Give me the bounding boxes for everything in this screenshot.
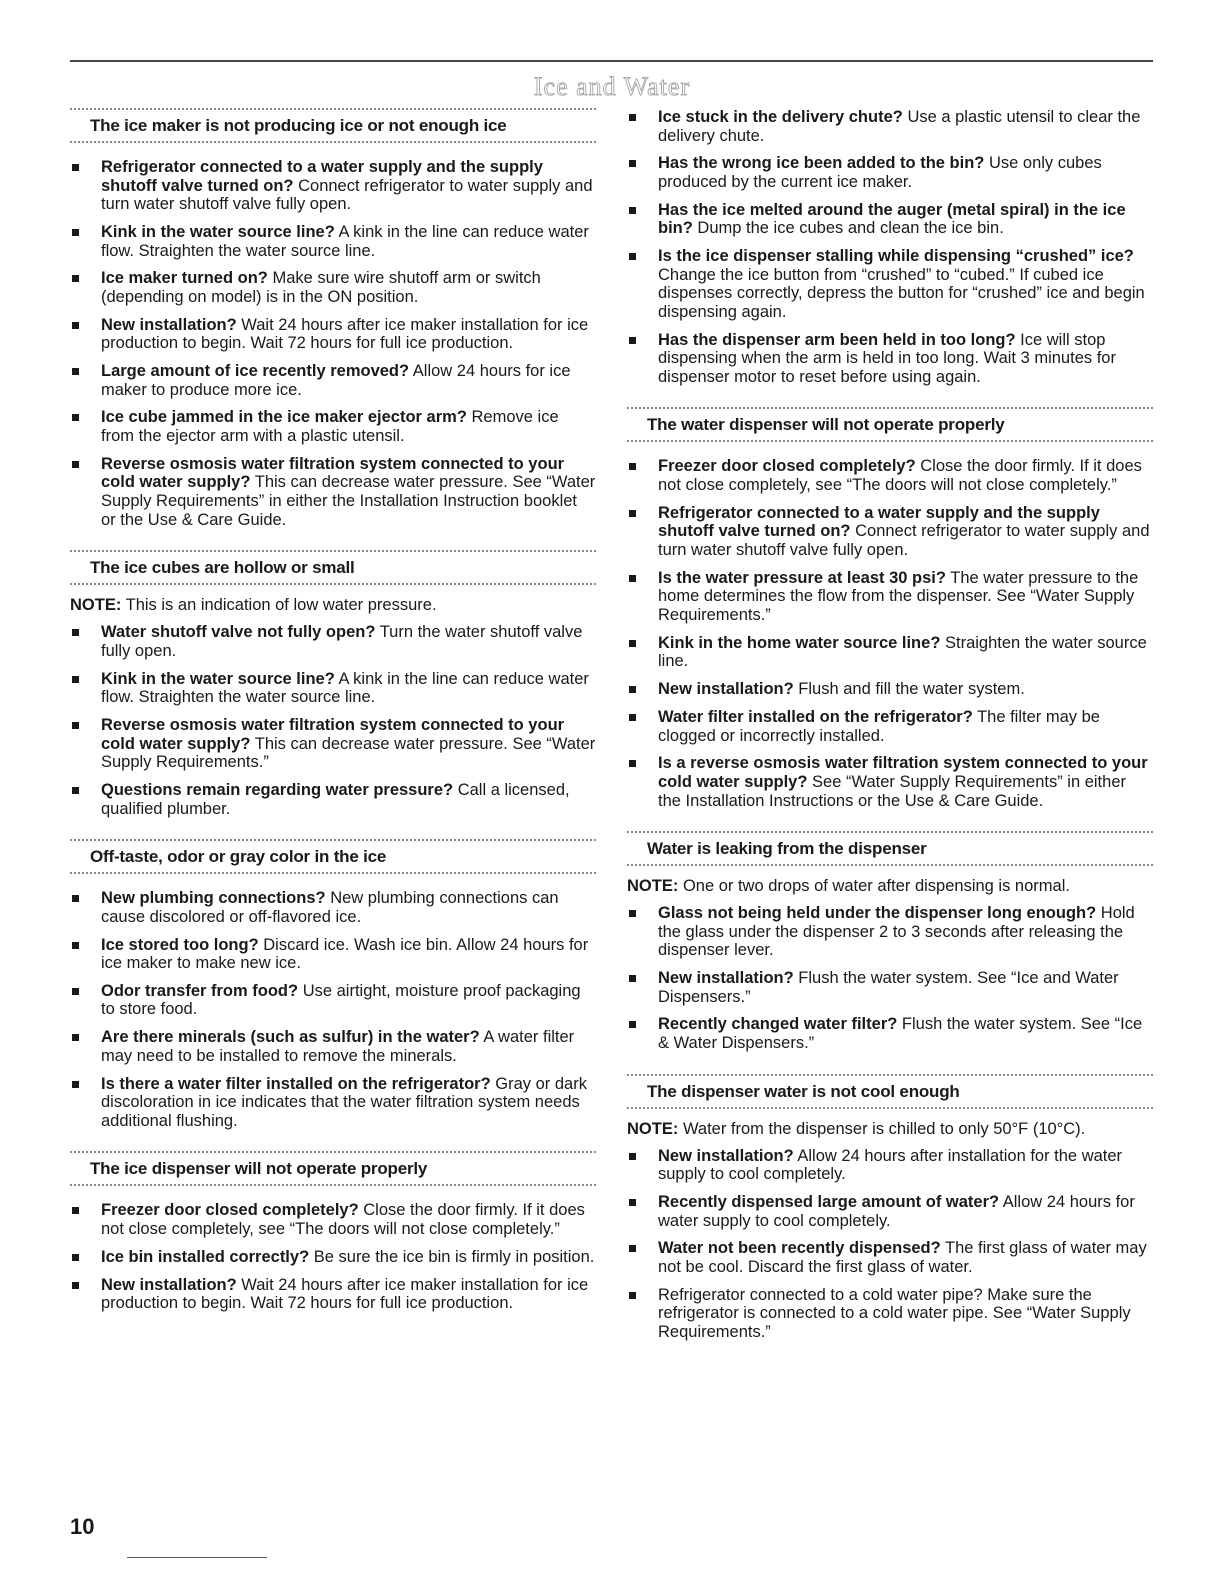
list-item: [70, 362, 596, 399]
bullet-icon: [72, 722, 79, 729]
item-answer: Hold the glass under the dispenser 2 to 3 seconds after releasing the dispenser lever.: [658, 904, 1135, 960]
list-item: [627, 904, 1153, 960]
item-question: Recently dispensed large amount of water?: [658, 1193, 1000, 1211]
item-answer: Allow 24 hours after installation for the water supply to cool completely.: [658, 1146, 1123, 1184]
item-question: Large amount of ice recently removed?: [101, 362, 410, 381]
item-question: Kink in the water source line?: [101, 222, 335, 241]
item-question: Reverse osmosis water filtration system connected to your cold water supply?: [101, 454, 565, 492]
list-item: [70, 269, 596, 306]
bullet-icon: [629, 575, 636, 582]
item-question: Ice stuck in the delivery chute?: [658, 108, 903, 126]
bullet-icon: [629, 1153, 636, 1160]
item-answer: Close the door firmly. If it does not close completely, see “The doors will not close completely.”: [101, 1201, 585, 1238]
list-item: [70, 1248, 596, 1267]
bullet-icon: [629, 207, 636, 214]
troubleshooting-list: [627, 108, 1153, 386]
item-answer: Make sure wire shutoff arm or switch (depending on model) is in the ON position.: [101, 269, 541, 306]
item-answer: Flush the water system. See “Ice and Water Dispensers.”: [658, 969, 1119, 1006]
list-item: [70, 455, 596, 529]
bullet-icon: [72, 988, 79, 995]
bullet-icon: [629, 975, 636, 982]
bullet-icon: [629, 714, 636, 721]
item-question: Water not been recently dispensed?: [658, 1239, 941, 1258]
item-question: Is the water pressure at least 30 psi?: [658, 568, 946, 587]
bullet-icon: [629, 1021, 636, 1028]
list-item: [627, 154, 1153, 191]
troubleshooting-list: [70, 158, 596, 529]
list-item: [627, 1147, 1153, 1184]
bullet-icon: [72, 895, 79, 902]
section-heading: The ice dispenser will not operate properly: [70, 1151, 596, 1186]
troubleshooting-list: [70, 623, 596, 818]
item-answer: A kink in the line can reduce water flow. Straighten the water source line.: [101, 669, 589, 707]
bullet-icon: [629, 1292, 636, 1299]
item-answer: Dump the ice cubes and clean the ice bin.: [697, 219, 1004, 238]
section-heading: The water dispenser will not operate properly: [627, 407, 1153, 442]
list-item: [70, 623, 596, 660]
section-heading: The ice maker is not producing ice or not enough ice: [70, 108, 596, 143]
bullet-icon: [629, 640, 636, 647]
item-answer: This can decrease water pressure. See “Water Supply Requirements” in either the Installation Instruction booklet or the Use & Care Guide.: [101, 473, 596, 529]
list-item: [627, 247, 1153, 321]
list-item: [627, 457, 1153, 494]
troubleshooting-list: [70, 889, 596, 1130]
item-question: Reverse osmosis water filtration system connected to your cold water supply?: [101, 715, 565, 753]
bullet-icon: [72, 942, 79, 949]
note-label: NOTE:: [627, 877, 679, 896]
item-answer: Allow 24 hours for water supply to cool completely.: [658, 1193, 1135, 1230]
item-question: Kink in the home water source line?: [658, 633, 941, 652]
item-answer: Flush and fill the water system.: [798, 680, 1025, 699]
item-answer: Ice will stop dispensing when the arm is held in too long. Wait 3 minutes for dispenser motor to reset before using again.: [658, 330, 1116, 386]
troubleshooting-list: [627, 1147, 1153, 1342]
section-note: [70, 596, 596, 615]
item-question: Ice cube jammed in the ice maker ejector arm?: [101, 408, 467, 427]
bullet-icon: [629, 686, 636, 693]
list-item: [70, 408, 596, 445]
section-heading: The ice cubes are hollow or small: [70, 550, 596, 585]
bullet-icon: [629, 463, 636, 470]
list-item: [70, 936, 596, 973]
item-question: Is the ice dispenser stalling while dispensing “crushed” ice?: [658, 247, 1134, 266]
item-question: Ice maker turned on?: [101, 269, 268, 288]
item-question: Has the wrong ice been added to the bin?: [658, 154, 985, 173]
troubleshooting-section: [627, 407, 1153, 810]
item-answer: A water filter may need to be installed to remove the minerals.: [101, 1028, 575, 1065]
list-item: [70, 1028, 596, 1065]
item-answer: Use a plastic utensil to clear the delivery chute.: [658, 108, 1141, 145]
bullet-icon: [629, 114, 636, 121]
bullet-icon: [629, 1199, 636, 1206]
item-answer: Wait 24 hours after ice maker installation for ice production to begin. Wait 72 hours for full ice production.: [101, 315, 589, 353]
bullet-icon: [72, 414, 79, 421]
note-label: NOTE:: [70, 596, 122, 615]
bullet-icon: [72, 322, 79, 329]
bullet-icon: [629, 910, 636, 917]
list-item: [70, 889, 596, 926]
item-question: New installation?: [101, 315, 237, 334]
top-rule: [70, 60, 1153, 62]
bullet-icon: [72, 164, 79, 171]
bullet-icon: [72, 229, 79, 236]
troubleshooting-list: [627, 457, 1153, 810]
bullet-icon: [72, 461, 79, 468]
bullet-icon: [629, 510, 636, 517]
bullet-icon: [629, 160, 636, 167]
item-question: Has the dispenser arm been held in too long?: [658, 330, 1016, 349]
item-answer: Discard ice. Wash ice bin. Allow 24 hours for ice maker to make new ice.: [101, 935, 589, 973]
page-title: Ice and Water: [533, 72, 691, 101]
list-item: [627, 680, 1153, 699]
item-question: Ice bin installed correctly?: [101, 1247, 310, 1266]
page-number: 10: [70, 1514, 95, 1539]
item-answer: Remove ice from the ejector arm with a plastic utensil.: [101, 408, 559, 446]
note-text: This is an indication of low water pressure.: [125, 596, 437, 615]
note-text: Water from the dispenser is chilled to only 50°F (10°C).: [682, 1119, 1086, 1138]
item-question: Odor transfer from food?: [101, 981, 299, 1000]
bullet-icon: [629, 337, 636, 344]
list-item: [627, 969, 1153, 1006]
item-answer: See “Water Supply Requirements” in either the Installation Instructions or the Use & Care Guide.: [658, 772, 1126, 810]
list-item: [70, 316, 596, 353]
item-answer: Refrigerator connected to a cold water pipe? Make sure the refrigerator is connected to a cold water pipe. See “Water Supply Requirements.”: [658, 1285, 1131, 1341]
item-question: Has the ice melted around the auger (metal spiral) in the ice bin?: [658, 200, 1126, 238]
bullet-icon: [72, 1207, 79, 1214]
item-question: New plumbing connections?: [101, 889, 326, 908]
list-item: [627, 108, 1153, 145]
list-item: [70, 223, 596, 260]
list-item: [627, 1286, 1153, 1342]
item-question: Kink in the water source line?: [101, 669, 335, 688]
item-answer: Wait 24 hours after ice maker installation for ice production to begin. Wait 72 hours for full ice production.: [101, 1275, 589, 1313]
item-answer: Close the door firmly. If it does not close completely, see “The doors will not close completely.”: [658, 457, 1142, 495]
list-item: [627, 1015, 1153, 1052]
item-question: Is a reverse osmosis water filtration system connected to your cold water supply?: [658, 754, 1148, 791]
list-item: [627, 634, 1153, 671]
bullet-icon: [629, 1245, 636, 1252]
note-text: One or two drops of water after dispensing is normal.: [682, 877, 1070, 896]
bullet-icon: [72, 275, 79, 282]
list-item: [70, 1075, 596, 1131]
troubleshooting-section: [627, 1074, 1153, 1342]
item-answer: New plumbing connections can cause discolored or off-flavored ice.: [101, 889, 559, 926]
item-answer: Turn the water shutoff valve fully open.: [101, 623, 583, 660]
item-answer: Call a licensed, qualified plumber.: [101, 780, 570, 818]
section-heading: Off-taste, odor or gray color in the ice: [70, 839, 596, 874]
item-question: Freezer door closed completely?: [658, 457, 916, 476]
left-column: [70, 108, 596, 1334]
list-item: [627, 331, 1153, 387]
troubleshooting-section: [70, 550, 596, 818]
list-item: [627, 1193, 1153, 1230]
bullet-icon: [72, 368, 79, 375]
item-question: Glass not being held under the dispenser long enough?: [658, 904, 1097, 923]
list-item: [627, 754, 1153, 810]
item-answer: A kink in the line can reduce water flow. Straighten the water source line.: [101, 222, 589, 260]
item-answer: Use airtight, moisture proof packaging to store food.: [101, 981, 581, 1019]
troubleshooting-list: [70, 1201, 596, 1312]
item-answer: Change the ice button from “crushed” to “cubed.” If cubed ice dispenses correctly, depress the button for “crushed” ice and begin dispensing again.: [658, 265, 1145, 321]
item-answer: Be sure the ice bin is firmly in position.: [313, 1247, 595, 1266]
item-answer: Gray or dark discoloration in ice indicates that the water filtration system needs additional flushing.: [101, 1074, 587, 1130]
item-answer: The water pressure to the home determines the flow from the dispenser. See “Water Supply Requirements.”: [658, 568, 1139, 624]
section-note: [627, 877, 1153, 896]
bullet-icon: [72, 1034, 79, 1041]
item-question: Water shutoff valve not fully open?: [101, 623, 376, 642]
bullet-icon: [72, 1282, 79, 1289]
bullet-icon: [72, 676, 79, 683]
item-question: Questions remain regarding water pressure?: [101, 780, 454, 799]
item-question: Refrigerator connected to a water supply and the supply shutoff valve turned on?: [658, 503, 1100, 541]
item-question: Freezer door closed completely?: [101, 1201, 359, 1220]
item-answer: Straighten the water source line.: [658, 633, 1147, 671]
item-answer: Flush the water system. See “Ice & Water Dispensers.”: [658, 1015, 1143, 1053]
item-answer: This can decrease water pressure. See “Water Supply Requirements.”: [101, 734, 596, 772]
item-answer: Use only cubes produced by the current ice maker.: [658, 154, 1102, 191]
list-item: [627, 708, 1153, 745]
list-item: [627, 569, 1153, 625]
item-question: Recently changed water filter?: [658, 1015, 898, 1034]
list-item: [70, 158, 596, 214]
list-item: [627, 201, 1153, 238]
list-item: [70, 716, 596, 772]
troubleshooting-section: [627, 831, 1153, 1053]
item-question: New installation?: [658, 969, 794, 988]
troubleshooting-section: [70, 1151, 596, 1312]
note-label: NOTE:: [627, 1119, 679, 1138]
item-question: Refrigerator connected to a water supply and the supply shutoff valve turned on?: [101, 158, 543, 195]
bullet-icon: [72, 1254, 79, 1261]
item-answer: Connect refrigerator to water supply and turn water shutoff valve fully open.: [101, 176, 593, 214]
footer-link-line: [127, 1557, 267, 1558]
item-question: New installation?: [658, 680, 794, 699]
item-question: New installation?: [658, 1146, 794, 1165]
list-item: [70, 1276, 596, 1313]
bullet-icon: [72, 629, 79, 636]
item-question: Are there minerals (such as sulfur) in the water?: [101, 1028, 480, 1047]
list-item: [70, 1201, 596, 1238]
item-answer: Allow 24 hours for ice maker to produce more ice.: [101, 362, 571, 399]
item-answer: The filter may be clogged or incorrectly installed.: [658, 707, 1100, 745]
item-question: Water filter installed on the refrigerator?: [658, 707, 973, 726]
section-note: [627, 1120, 1153, 1139]
item-answer: Connect refrigerator to water supply and turn water shutoff valve fully open.: [658, 522, 1150, 560]
list-item: [70, 781, 596, 818]
troubleshooting-section: [70, 108, 596, 529]
item-answer: The first glass of water may not be cool. Discard the first glass of water.: [658, 1239, 1147, 1276]
list-item: [70, 982, 596, 1019]
bullet-icon: [72, 1081, 79, 1088]
list-item: [70, 670, 596, 707]
list-item: [627, 1239, 1153, 1276]
item-question: Is there a water filter installed on the refrigerator?: [101, 1074, 491, 1093]
troubleshooting-section: [627, 108, 1153, 386]
list-item: [627, 504, 1153, 560]
troubleshooting-list: [627, 904, 1153, 1053]
bullet-icon: [72, 787, 79, 794]
section-heading: The dispenser water is not cool enough: [627, 1074, 1153, 1109]
bullet-icon: [629, 760, 636, 767]
section-heading: Water is leaking from the dispenser: [627, 831, 1153, 866]
troubleshooting-section: [70, 839, 596, 1130]
bullet-icon: [629, 253, 636, 260]
right-column: [627, 108, 1153, 1363]
item-question: Ice stored too long?: [101, 935, 259, 954]
item-question: New installation?: [101, 1275, 237, 1294]
